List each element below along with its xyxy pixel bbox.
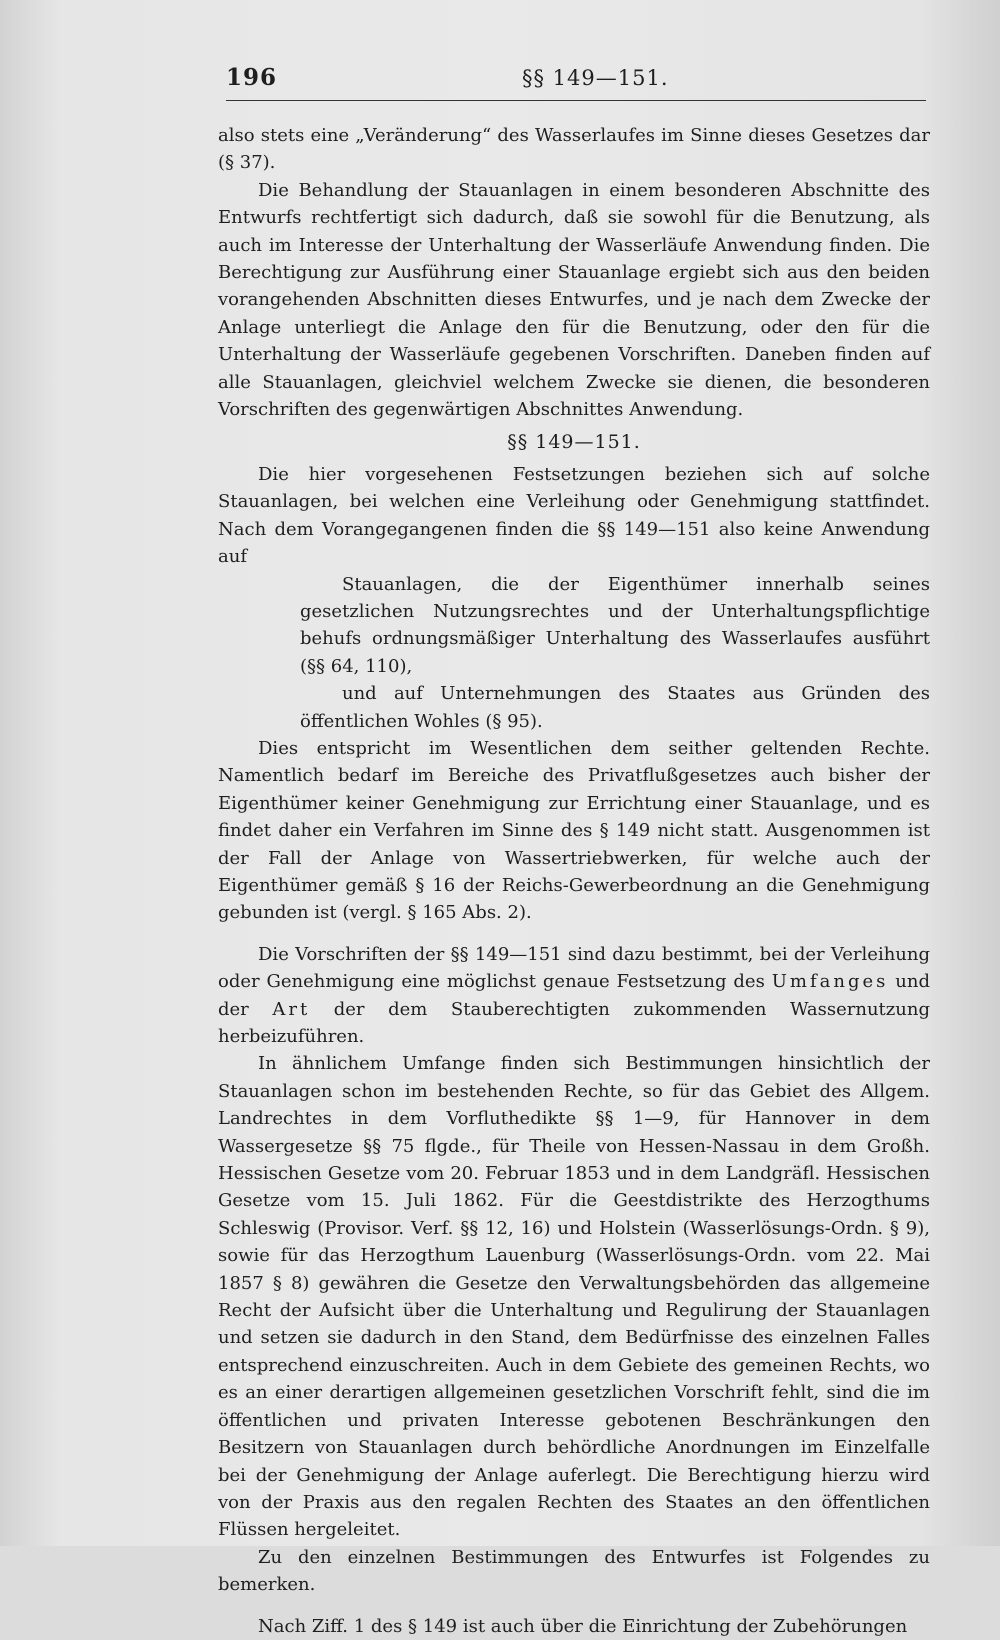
emphasis-umfanges: Umfanges — [771, 971, 889, 993]
text-segment: der dem Stauberechtigten zukommenden Wassernutzung herbeizuführen. — [218, 998, 930, 1047]
paragraph-gap — [218, 1599, 930, 1613]
paragraph-gap — [218, 927, 930, 941]
text-segment: und der — [218, 971, 930, 1020]
paragraph-ziffer-1: Nach Ziff. 1 des § 149 ist auch über die Einrichtung der Zubehörungen — [258, 1615, 908, 1637]
paragraph-vorschriften — [218, 941, 930, 1051]
page-header — [226, 64, 926, 101]
paragraph-aehnlicher-umfang: In ähnlichem Umfange finden sich Bestimmungen hinsichtlich der Stauanlagen schon im bestehenden Rechte, so für das Gebiet des Allgem. Landrechtes in dem Vorfluthedikte §§ 1—9, für Hannover in dem Wassergesetze §§ 75 flgde., für Theile von Hessen-Nassau in dem Großh. Hessischen Gesetze vom 20. Februar 1853 und in dem Landgräfl. Hessischen Gesetze vom 15. Juli 1862. Für die Geestdistrikte des Herzogthums Schleswig (Provisor. Verf. §§ 12, 16) und Holstein (Wasserlösungs-Ordn. § 9), sowie für das Herzogthum Lauenburg (Wasserlösungs-Ordn. vom 22. Mai 1857 § 8) gewähren die Gesetze den Verwaltungsbehörden das allgemeine Recht der Aufsicht über die Unterhaltung und Regulirung der Stauanlagen und setzen sie dadurch in den Stand, dem Bedürfnisse des einzelnen Falles entsprechend einzuschreiten. Auch in dem Gebiete des gemeinen Rechts, wo es an einer derartigen allgemeinen gesetzlichen Vorschrift fehlt, sind die im öffentlichen und privaten Interesse gebotenen Beschränkungen den Besitzern von Stauanlagen durch behördliche Anordnungen im Einzelfalle bei der Genehmigung der Anlage auferlegt. Die Berechtigung hierzu wird von der Praxis aus den regalen Rechten des Staates an den öffentlichen Flüssen hergeleitet. — [218, 1053, 930, 1541]
running-head: §§ 149—151. — [522, 66, 669, 90]
paragraph-seither-geltend: Dies entspricht im Wesentlichen dem seither geltenden Rechte. Namentlich bedarf im Bereiche des Privatflußgesetzes auch bisher der Eigenthümer keiner Genehmigung zur Errichtung einer Stauanlage, und es findet daher ein Verfahren im Sinne des § 149 nicht statt. Ausgenommen ist der Fall der Anlage von Wassertriebwerken, für welche auch der Eigenthümer gemäß § 16 der Reichs-Gewerbeordnung an die Genehmigung gebunden ist (vergl. § 165 Abs. 2). — [218, 737, 930, 924]
quoted-item-staat: und auf Unternehmungen des Staates aus Gründen des öffentlichen Wohles (§ 95). — [300, 683, 930, 732]
paragraph-stauanlagen-intro: Die Behandlung der Stauanlagen in einem besonderen Abschnitte des Entwurfs rechtfertigt sich dadurch, daß sie sowohl für die Benutzung, als auch im Interesse der Unterhaltung der Wasserläufe Anwendung finden. Die Berechtigung zur Ausführung einer Stauanlage ergiebt sich aus den beiden vorangehenden Abschnitten dieses Entwurfes, und je nach dem Zwecke der Anlage unterliegt die Anlage den für die Benutzung, oder den für die Unterhaltung der Wasserläufe gegebenen Vorschriften. Daneben finden auf alle Stauanlagen, gleichviel welchem Zwecke sie dienen, die besonderen Vorschriften des gegenwärtigen Abschnittes Anwendung. — [218, 179, 930, 421]
section-heading: §§ 149—151. — [507, 431, 641, 454]
quoted-item-eigenthuemer: Stauanlagen, die der Eigenthümer innerhalb seines gesetzlichen Nutzungsrechtes und der Unterhaltungspflichtige behufs ordnungsmäßiger Unterhaltung des Wasserlaufes ausführt (§§ 64, 110), — [300, 573, 930, 677]
page-number: 196 — [226, 64, 278, 91]
text-segment: Die Vorschriften der §§ 149—151 sind dazu bestimmt, bei der Verleihung oder Genehmigung eine möglichst genaue Festsetzung des — [218, 943, 930, 993]
paragraph-festsetzungen: Die hier vorgesehenen Festsetzungen beziehen sich auf solche Stauanlagen, bei welchen eine Verleihung oder Genehmigung stattfindet. Nach dem Vorangegangenen finden die §§ 149—151 also keine Anwendung auf — [218, 463, 930, 568]
body-text — [218, 122, 930, 1640]
emphasis-art: Art — [272, 998, 311, 1020]
paragraph-continuation: also stets eine „Veränderung“ des Wasserlaufes im Sinne dieses Gesetzes dar (§ 37). — [218, 125, 930, 174]
paragraph-einzelne-bestimmungen: Zu den einzelnen Bestimmungen des Entwurfes ist Folgendes zu bemerken. — [218, 1546, 930, 1596]
